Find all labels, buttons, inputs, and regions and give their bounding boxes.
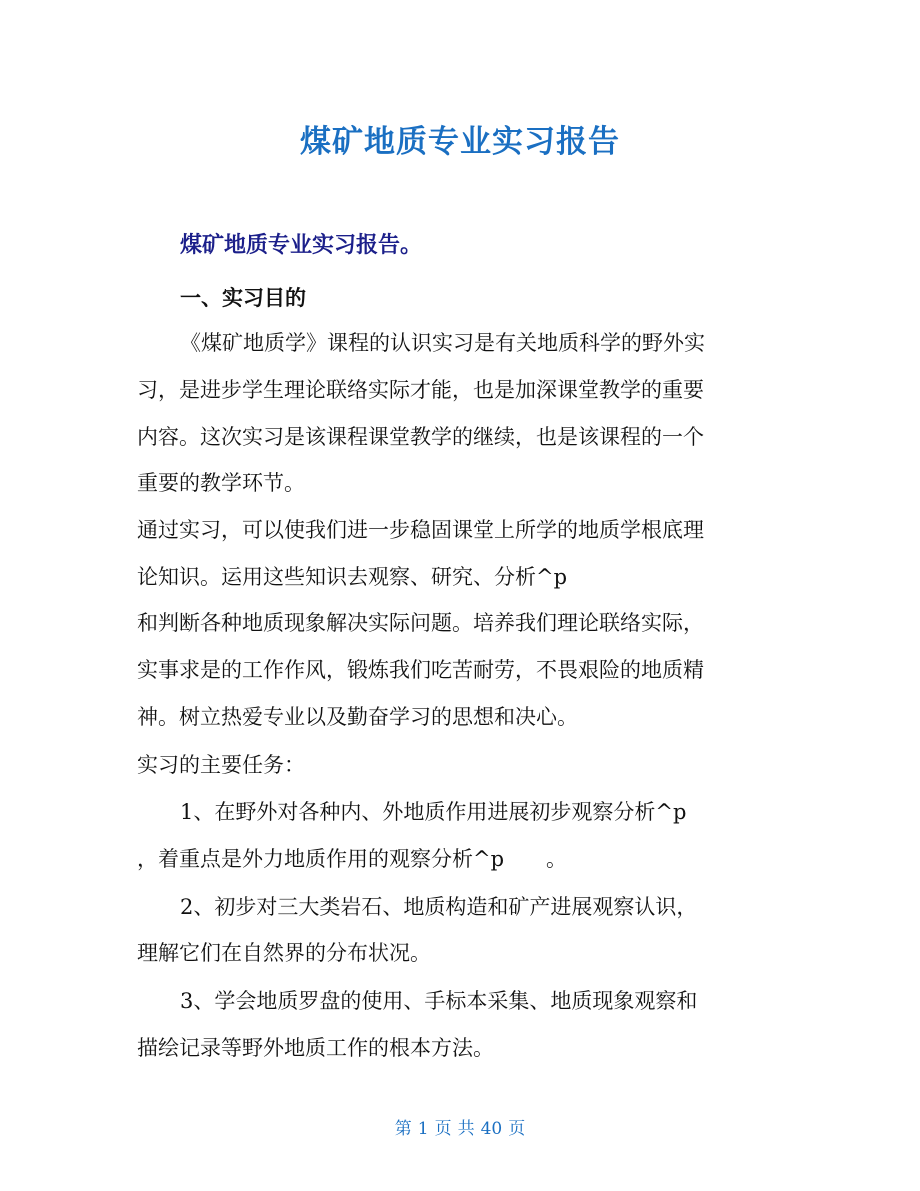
footer-page-word: 页 — [434, 1119, 452, 1139]
paragraph-line: 实事求是的工作作风，锻炼我们吃苦耐劳，不畏艰险的地质精 — [137, 658, 704, 682]
list-item-line: 2、初步对三大类岩石、地质构造和矿产进展观察认识， — [180, 895, 698, 919]
paragraph-line: 习，是进步学生理论联络实际才能，也是加深课堂教学的重要 — [137, 378, 704, 402]
paragraph-line: 重要的教学环节。 — [137, 471, 305, 495]
footer-total-word: 共 — [457, 1119, 475, 1139]
footer-total-pages: 40 — [480, 1119, 503, 1139]
list-item-line: 理解它们在自然界的分布状况。 — [137, 941, 431, 965]
list-item-line: ，着重点是外力地质作用的观察分析^p 。 — [137, 847, 568, 871]
paragraph-line: 《煤矿地质学》课程的认识实习是有关地质科学的野外实 — [180, 331, 705, 355]
document-title: 煤矿地质专业实习报告 — [300, 124, 620, 160]
footer-suffix: 页 — [508, 1119, 526, 1139]
page-footer — [0, 1114, 920, 1139]
paragraph-line: 和判断各种地质现象解决实际问题。培养我们理论联络实际， — [137, 611, 704, 635]
footer-current-page: 1 — [417, 1119, 429, 1139]
paragraph-line: 内容。这次实习是该课程课堂教学的继续，也是该课程的一个 — [137, 425, 704, 449]
list-item-line: 3、学会地质罗盘的使用、手标本采集、地质现象观察和 — [180, 989, 698, 1013]
paragraph-line: 实习的主要任务： — [137, 753, 305, 777]
paragraph-line: 论知识。运用这些知识去观察、研究、分析^p — [137, 565, 568, 589]
footer-prefix: 第 — [394, 1119, 412, 1139]
section-heading: 一、实习目的 — [180, 286, 306, 310]
list-item-line: 描绘记录等野外地质工作的根本方法。 — [137, 1036, 494, 1060]
list-item-line: 1、在野外对各种内、外地质作用进展初步观察分析^p — [180, 800, 687, 824]
paragraph-line: 神。树立热爱专业以及勤奋学习的思想和决心。 — [137, 705, 578, 729]
document-subtitle: 煤矿地质专业实习报告。 — [180, 233, 423, 258]
paragraph-line: 通过实习，可以使我们进一步稳固课堂上所学的地质学根底理 — [137, 518, 704, 542]
